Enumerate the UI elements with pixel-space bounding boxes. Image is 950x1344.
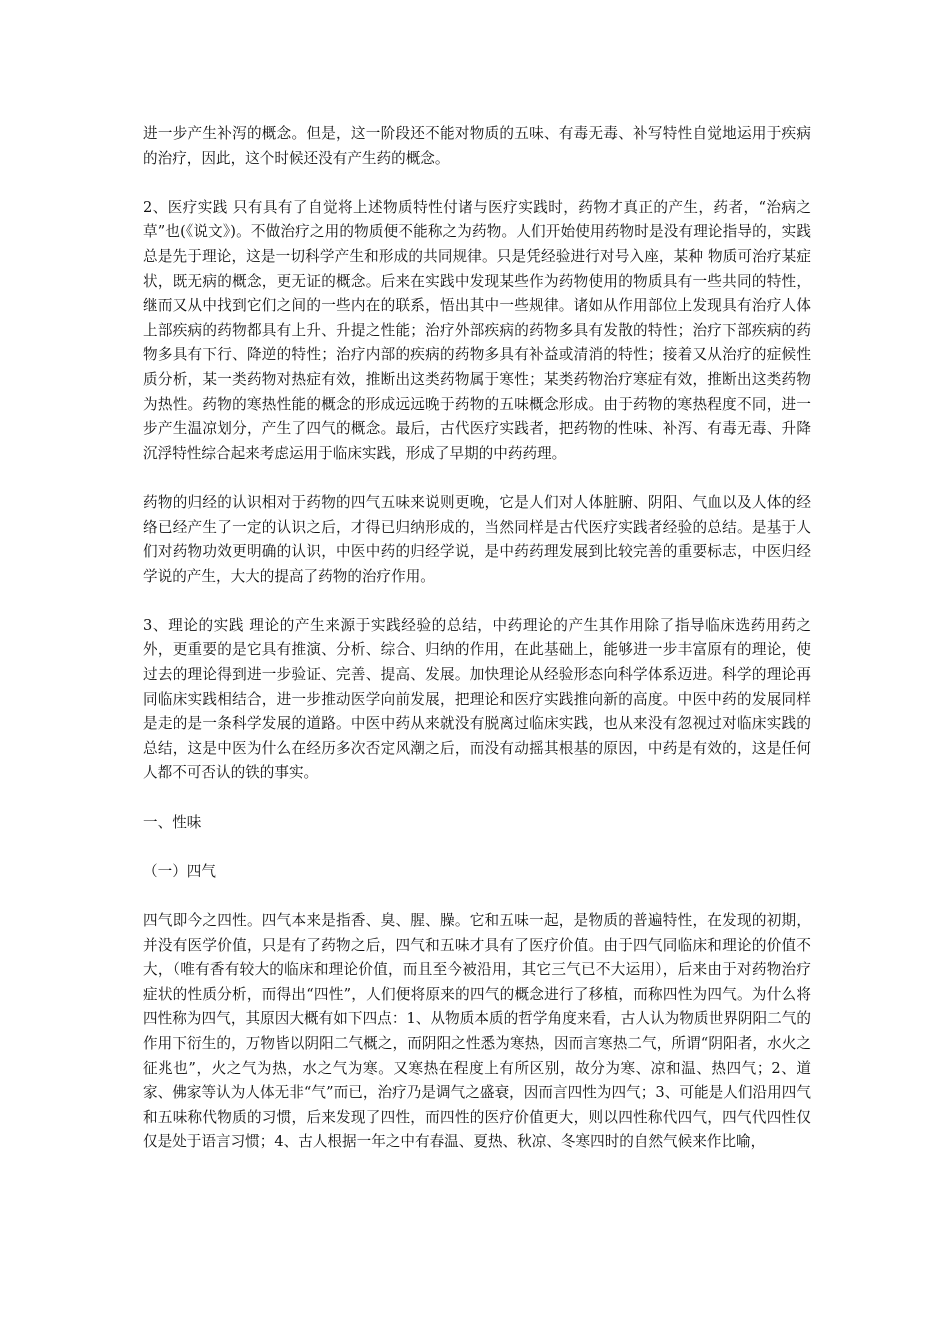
paragraph-theory-practice: 3、理论的实践 理论的产生来源于实践经验的总结，中药理论的产生其作用除了指导临床选药用药之外，更重要的是它具有推演、分析、综合、归纳的作用，在此基础上，能够进一步丰富原有的理论，使过去的理论得到进一步验证、完善、提高、发展。加快理论从经验形态向科学体系迈进。科学的理论再同临床实践相结合，进一步推动医学向前发展，把理论和医疗实践推向新的高度。中医中药的发展同样是走的是一条科学发展的道路。中医中药从来就没有脱离过临床实践，也从来没有忽视过对临床实践的总结，这是中医为什么在经历多次否定风潮之后，而没有动摇其根基的原因，中药是有效的，这是任何人都不可否认的铁的事实。 [143,616,811,782]
paragraph-medical-practice: 2、医疗实践 只有具有了自觉将上述物质特性付诸与医疗实践时，药物才真正的产生，药者，“治病之草”也(《说文》)。不做治疗之用的物质便不能称之为药物。人们开始使用药物时是没有理论指导的，实践总是先于理论，这是一切科学产生和形成的共同规律。只是凭经验进行对号入座，某种 物质可治疗某症状，既无病的概念，更无证的概念。后来在实践中发现某些作为药物使用的物质具有一些共同的特性，继而又从中找到它们之间的一些内在的联系，悟出其中一些规律。诸如从作用部位上发现具有治疗人体上部疾病的药物都具有上升、升提之性能；治疗外部疾病的药物多具有发散的特性；治疗下部疾病的药物多具有下行、降逆的特性；治疗内部的疾病的药物多具有补益或清消的特性；接着又从治疗的症候性质分析，某一类药物对热症有效，推断出这类药物属于寒性；某类药物治疗寒症有效，推断出这类药物为热性。药物的寒热性能的概念的形成远远晚于药物的五味概念形成。由于药物的寒热程度不同，进一步产生温凉划分，产生了四气的概念。最后，古代医疗实践者，把药物的性味、补泻、有毒无毒、升降沉浮特性综合起来考虑运用于临床实践，形成了早期的中药药理。 [143,198,811,462]
paragraph-four-qi: 四气即今之四性。四气本来是指香、臭、腥、臊。它和五味一起，是物质的普遍特性，在发现的初期，并没有医学价值，只是有了药物之后，四气和五味才具有了医疗价值。由于四气同临床和理论的价值不大，（唯有香有较大的临床和理论价值，而且至今被沿用，其它三气已不大运用），后来由于对药物治疗症状的性质分析，而得出“四性”，人们便将原来的四气的概念进行了移植，而称四性为四气。为什么将四性称为四气，其原因大概有如下四点：1、从物质本质的哲学角度来看，古人认为物质世界阴阳二气的作用下衍生的，万物皆以阴阳二气概之，而阴阳之性悉为寒热，因而言寒热二气，所谓“阴阳者，水火之征兆也”，火之气为热，水之气为寒。又寒热在程度上有所区别，故分为寒、凉和温、热四气；2、道家、佛家等认为人体无非“气”而已，治疗乃是调气之盛衰，因而言四性为四气；3、可能是人们沿用四气和五味称代物质的习惯，后来发现了四性，而四性的医疗价值更大，则以四性称代四气，四气代四性仅仅是处于语言习惯；4、古人根据一年之中有春温、夏热、秋凉、冬寒四时的自然气候来作比喻， [143,912,811,1151]
subsection-heading-four-qi: （一）四气 [143,862,216,880]
paragraph-meridian-tropism: 药物的归经的认识相对于药物的四气五味来说则更晚，它是人们对人体脏腑、阴阳、气血以及人体的经络已经产生了一定的认识之后，才得已归纳形成的，当然同样是古代医疗实践者经验的总结。是基于人们对药物功效更明确的认识，中医中药的归经学说，是中药药理发展到比较完善的重要标志，中医归经学说的产生，大大的提高了药物的治疗作用。 [143,493,811,585]
document-body [143,122,811,1180]
paragraph-intro-continuation: 进一步产生补泻的概念。但是，这一阶段还不能对物质的五味、有毒无毒、补写特性自觉地运用于疾病的治疗，因此，这个时候还没有产生药的概念。 [143,125,811,167]
section-heading-nature-flavor: 一、性味 [143,813,202,831]
